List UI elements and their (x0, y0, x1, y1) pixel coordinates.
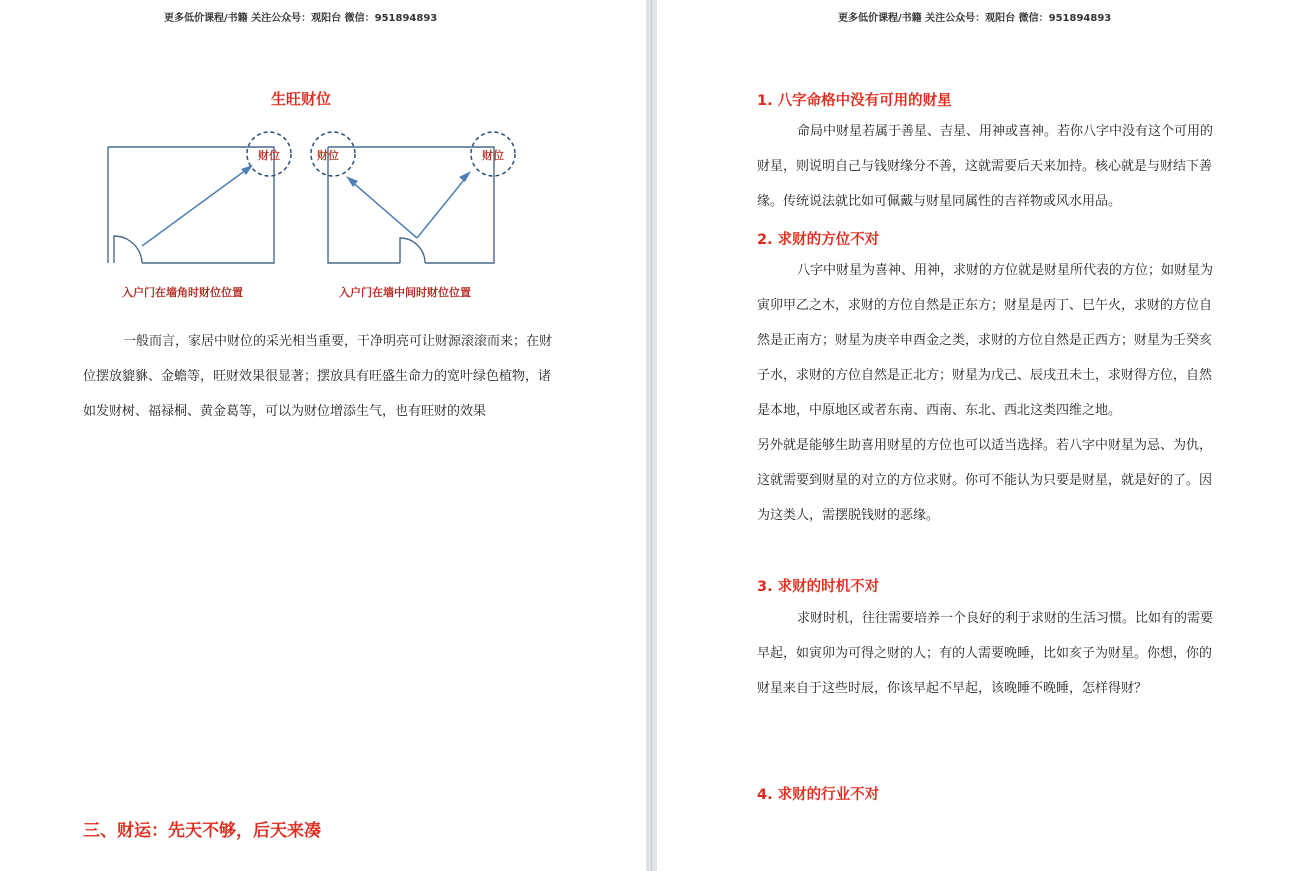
body-paragraph: 八字中财星为喜神、用神，求财的方位就是财星所代表的方位；如财星为寅卯甲乙之木，求财的方位自然是正东方；财星是丙丁、巳午火，求财的方位自然是正南方；财星为庚辛申酉金之类，求财的方位自然是正西方；财星为壬癸亥子水，求财的方位自然是正北方；财星为戊己、辰戌丑未土，求财得方位，自然是本地，中原地区或者东南、西南、东北、西北这类四维之地。 (757, 263, 1214, 418)
figure-caption: 入户门在墙角时财位位置 (122, 286, 243, 299)
wealth-position-label: 财位 (482, 149, 504, 162)
door-arc-icon (114, 236, 142, 263)
body-paragraph: 另外就是能够生助喜用财星的方位也可以适当选择。若八字中财星为忌、为仇，这就需要到财星的对立的方位求财。你可不能认为只要是财星，就是好的了。因为这类人，需摆脱钱财的恶缘。 (757, 438, 1213, 523)
page-header: 更多低价课程/书籍 关注公众号：观阳台 微信：951894893 (164, 13, 438, 24)
document-page-left (0, 0, 646, 871)
body-paragraph: 命局中财星若属于善星、吉星、用神或喜神。若你八字中没有这个可用的财星，则说明自己与钱财缘分不善，这就需要后天来加持。核心就是与财结下善缘。传统说法就比如可佩戴与财星同属性的吉祥物或风水用品。 (757, 124, 1214, 209)
section-heading: 2. 求财的方位不对 (757, 232, 880, 248)
document-page-right (657, 0, 1307, 871)
page-header: 更多低价课程/书籍 关注公众号：观阳台 微信：951894893 (838, 13, 1112, 24)
section-heading: 三、财运：先天不够，后天来凑 (83, 821, 321, 841)
arrow-to-wealth-position (417, 175, 468, 238)
arrow-to-wealth-position (142, 167, 250, 246)
arrow-head-icon (241, 165, 253, 175)
wealth-position-label: 财位 (258, 149, 280, 162)
wealth-position-label: 财位 (317, 149, 339, 162)
section-heading: 4. 求财的行业不对 (757, 787, 880, 803)
door-arc-icon (400, 238, 425, 263)
section-heading: 1. 八字命格中没有可用的财星 (757, 93, 952, 109)
figure-title: 生旺财位 (271, 90, 332, 108)
figure-caption: 入户门在墙中间时财位位置 (339, 286, 471, 299)
arrow-head-icon (459, 171, 471, 182)
arrow-to-wealth-position (350, 180, 417, 238)
body-paragraph: 一般而言，家居中财位的采光相当重要，干净明亮可让财源滚滚而来；在财位摆放貔貅、金蟾等，旺财效果很显著；摆放具有旺盛生命力的宽叶绿色植物，诸如发财树、福禄桐、黄金葛等，可以为财位增添生气，也有旺财的效果 (83, 334, 553, 419)
page-divider (651, 0, 652, 871)
wealth-position-diagram (100, 125, 520, 275)
section-heading: 3. 求财的时机不对 (757, 579, 880, 595)
body-paragraph: 求财时机，往往需要培养一个良好的利于求财的生活习惯。比如有的需要早起，如寅卯为可得之财的人；有的人需要晚睡，比如亥子为财星。你想，你的财星来自于这些时辰，你该早起不早起，该晚睡不晚睡，怎样得财？ (757, 611, 1214, 696)
